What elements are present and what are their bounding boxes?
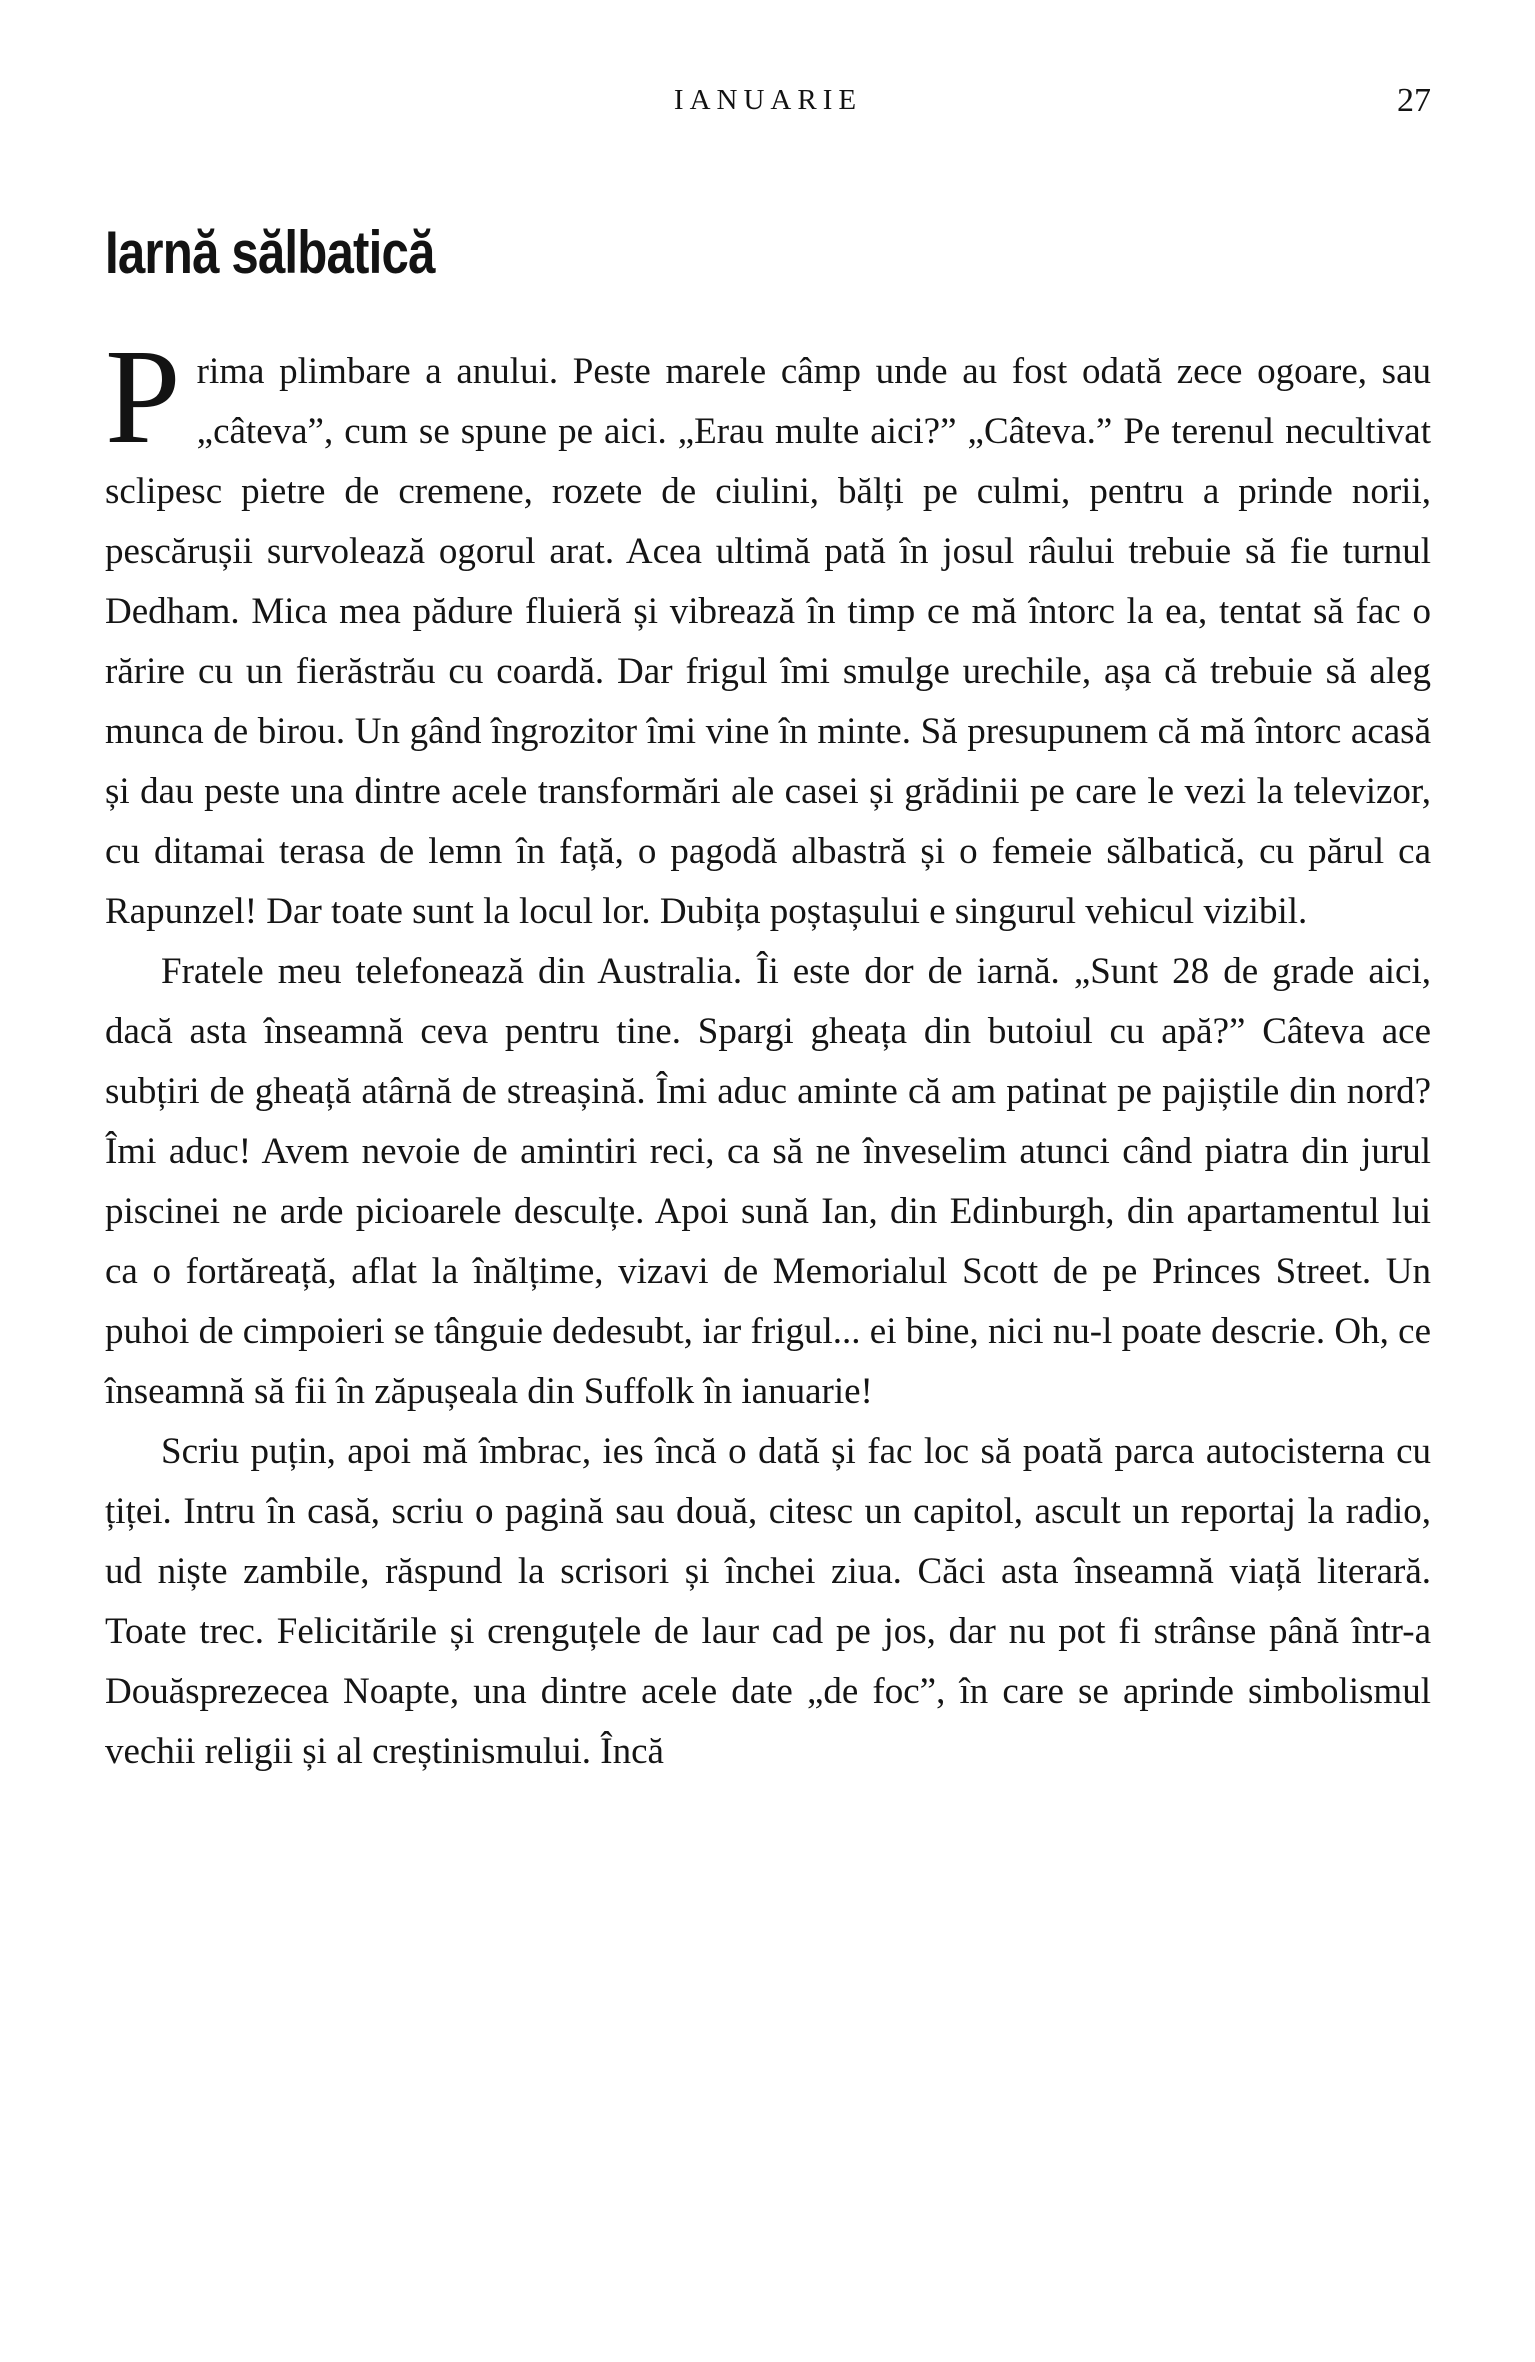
- running-header: [105, 84, 1431, 124]
- paragraph-first: [105, 322, 1431, 942]
- chapter-header-label: IANUARIE: [673, 84, 863, 116]
- drop-cap: P: [105, 322, 181, 472]
- body-text: [105, 322, 1431, 1782]
- paragraph: Scriu puțin, apoi mă îmbrac, ies încă o dată și fac loc să poată parca autocisterna cu țiței. Intru în casă, scriu o pagină sau două, citesc un capitol, ascult un reportaj la radio, ud niște zambile, răspund la scrisori și închei ziua. Căci asta înseamnă viață literară. Toate trec. Felicitările și crenguțele de laur cad pe jos, dar nu pot fi strânse până într-a Douăsprezecea Noapte, una dintre acele date „de foc”, în care se aprinde simbolismul vechii religii și al creștinismului. Încă: [105, 1431, 1431, 1772]
- paragraph-text: rima plimbare a anului. Peste marele câmp unde au fost odată zece ogoare, sau „câteva”, cum se spune pe aici. „Erau multe aici?” „Câteva.” Pe terenul necultivat sclipesc pietre de cremene, rozete de ciulini, bălți pe culmi, pentru a prinde norii, pescărușii survolează ogorul arat. Acea ultimă pată în josul râului trebuie să fie turnul Dedham. Mica mea pădure fluieră și vibrează în timp ce mă întorc la ea, tentat să fac o rărire cu un fierăstrău cu coardă. Dar frigul îmi smulge urechile, așa că trebuie să aleg munca de birou. Un gând îngrozitor îmi vine în minte. Să presupunem că mă întorc acasă și dau peste una dintre acele transformări ale casei și grădinii pe care le vezi la televizor, cu ditamai terasa de lemn în față, o pagodă albastră și o femeie sălbatică, cu părul ca Rapunzel! Dar toate sunt la locul lor. Dubița poștașului e singurul vehicul vizibil.: [105, 351, 1431, 932]
- section-title: Iarnă sălbatică: [105, 219, 435, 286]
- paragraph: Fratele meu telefonează din Australia. Îi este dor de iarnă. „Sunt 28 de grade aici, dacă asta înseamnă ceva pentru tine. Spargi gheața din butoiul cu apă?” Câteva ace subțiri de gheață atârnă de streașină. Îmi aduc aminte că am patinat pe pajiștile din nord? Îmi aduc! Avem nevoie de amintiri reci, ca să ne înveselim atunci când piatra din jurul piscinei ne arde picioarele desculțe. Apoi sună Ian, din Edinburgh, din apartamentul lui ca o fortăreață, aflat la înălțime, vizavi de Memorialul Scott de pe Princes Street. Un puhoi de cimpoieri se tânguie dedesubt, iar frigul... ei bine, nici nu-l poate descrie. Oh, ce înseamnă să fii în zăpușeala din Suffolk în ianuarie!: [105, 951, 1431, 1412]
- page-number: 27: [1397, 82, 1431, 119]
